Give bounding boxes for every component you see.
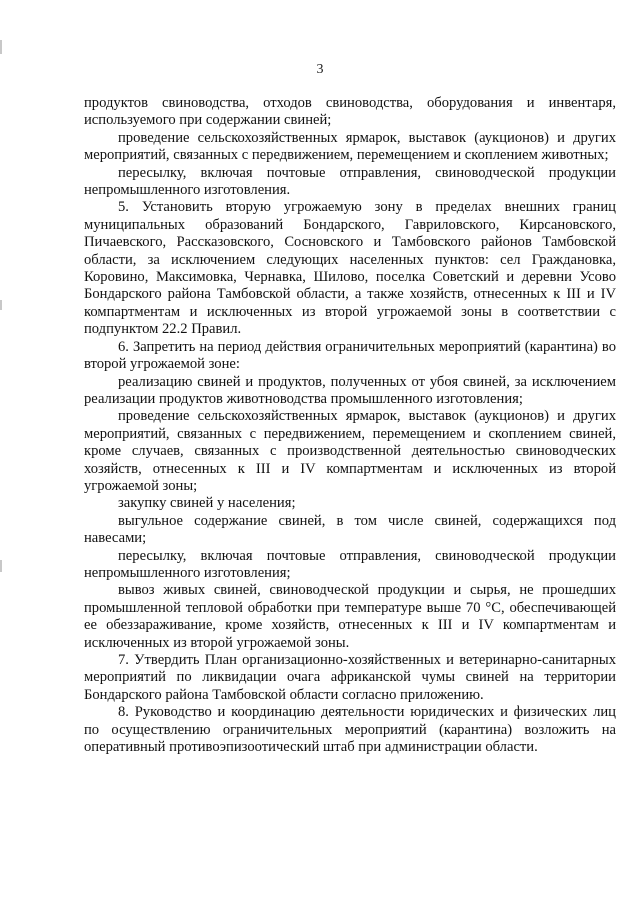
paragraph-item-8: 8. Руководство и координацию деятельности юридических и физических лиц по осуществлению ограничительных мероприятий (карантина) возложить на оперативный противоэпизоотический штаб при администрации области. [84,704,616,756]
scan-margin-mark [0,40,2,54]
paragraph-continuation: продуктов свиноводства, отходов свиноводства, оборудования и инвентаря, используемого при содержании свиней; [84,95,616,129]
paragraph: выгульное содержание свиней, в том числе свиней, содержащихся под навесами; [84,512,616,547]
paragraph: проведение сельскохозяйственных ярмарок, выставок (аукционов) и других мероприятий, связанных с передвижением, перемещением и скоплением животных; [84,129,616,164]
scan-margin-mark [0,560,2,572]
page-number: 3 [316,62,324,77]
scan-margin-mark [0,300,2,310]
paragraph: пересылку, включая почтовые отправления, свиноводческой продукции непромышленного изготовления; [84,547,616,581]
paragraph-item-5: 5. Установить вторую угрожаемую зону в пределах внешних границ муниципальных образований Бондарского, Гавриловского, Кирсановского, Пичаевского, Рассказовского, Сосновского и Тамбовского районов Тамбовской области, за исключением следующих населенных пунктов: сел Граждановка, Коровино, Максимовка, Чернавка, Шилово, поселка Советский и деревни Усово Бондарского района Тамбовской области, а также хозяйств, отнесенных к III и IV компартментам и исключенных из второй угрожаемой зоны в соответствии с подпунктом 22.2 Правил. [84,199,616,338]
paragraph: реализацию свиней и продуктов, полученных от убоя свиней, за исключением реализации продуктов животноводства промышленного изготовления; [84,373,616,407]
paragraph: проведение сельскохозяйственных ярмарок, выставок (аукционов) и других мероприятий, связанных с передвижением, перемещением и скоплением свиней, кроме случаев, связанных с производственной деятельностью свиноводческих хозяйств, отнесенных к III и IV компартментам и исключенных из второй угрожаемой зоны; [84,408,616,494]
paragraph: пересылку, включая почтовые отправления, свиноводческой продукции непромышленного изготовления. [84,164,616,199]
paragraph-item-7: 7. Утвердить План организационно-хозяйственных и ветеринарно-санитарных мероприятий по ликвидации очага африканской чумы свиней на территории Бондарского района Тамбовской области согласно приложению. [84,652,616,703]
document-body [84,95,616,756]
paragraph: закупку свиней у населения; [118,495,296,512]
paragraph: вывоз живых свиней, свиноводческой продукции и сырья, не прошедших промышленной тепловой обработки при температуре выше 70 °С, обеспечивающей ее обеззараживание, кроме хозяйств, отнесенных к III и IV компартментам и исключенных из второй угрожаемой зоны. [84,582,616,651]
paragraph-item-6: 6. Запретить на период действия ограничительных мероприятий (карантина) во второй угрожаемой зоне: [84,338,616,373]
